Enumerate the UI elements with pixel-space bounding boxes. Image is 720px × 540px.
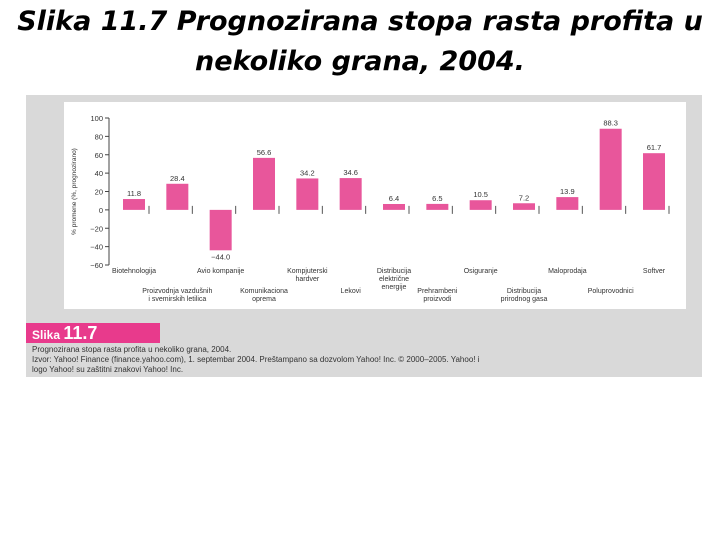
bar	[600, 129, 622, 210]
bar	[210, 210, 232, 250]
slide-title-line2: nekoliko grana, 2004.	[195, 46, 525, 77]
data-label: −44.0	[211, 252, 231, 262]
data-label: 7.2	[518, 193, 530, 203]
data-label: 34.6	[343, 168, 358, 178]
y-tick-label: −40	[90, 242, 103, 252]
category-label: Osiguranje	[463, 268, 498, 275]
category-label: Distribucija	[376, 268, 412, 275]
bar	[166, 184, 188, 210]
data-label: 34.2	[300, 168, 315, 178]
category-label: Kompjuterski	[287, 268, 328, 275]
y-axis-label: % promene (%, prognozirano)	[71, 148, 78, 235]
y-tick-label: 40	[94, 169, 103, 179]
category-label: električne	[379, 276, 409, 283]
data-label: 6.5	[432, 193, 443, 203]
data-label: 6.4	[388, 193, 400, 203]
plot-panel	[64, 102, 686, 309]
category-label: Komunikaciona	[240, 288, 288, 295]
bar	[643, 153, 665, 210]
bar	[470, 200, 492, 210]
category-label: Biotehnologija	[112, 268, 156, 275]
y-tick-label: 80	[94, 132, 103, 142]
bar	[296, 178, 318, 209]
data-label: 13.9	[560, 187, 575, 197]
caption-line-1: Prognozirana stopa rasta profita u nekoliko grana, 2004.	[32, 345, 232, 354]
bar-chart	[64, 102, 686, 309]
category-label: oprema	[252, 296, 276, 303]
slide-title	[0, 2, 720, 82]
figure-tag	[26, 323, 160, 343]
y-tick-label: −20	[90, 224, 103, 234]
bar	[383, 204, 405, 210]
y-tick-label: 100	[90, 114, 103, 123]
figure-tag-number: 11.7	[63, 323, 98, 343]
category-label: Distribucija	[506, 288, 542, 295]
y-tick-label: 20	[94, 187, 103, 197]
figure	[26, 95, 702, 377]
caption-line-2: Izvor: Yahoo! Finance (finance.yahoo.com), 1. septembar 2004. Preštampano sa dozvolom Yahoo! Inc. © 2000–2005. Yahoo! i	[32, 355, 480, 364]
bar	[556, 197, 578, 210]
category-label: energije	[381, 284, 407, 291]
figure-tag-word: Slika	[32, 328, 61, 342]
data-label: 10.5	[473, 190, 488, 200]
category-label: Maloprodaja	[548, 268, 587, 275]
data-label: 61.7	[646, 143, 662, 153]
y-tick-label: 0	[98, 205, 103, 215]
bar	[123, 199, 145, 210]
figure-caption	[32, 345, 652, 375]
bar	[513, 203, 535, 210]
data-label: 28.4	[170, 173, 185, 183]
bar	[426, 204, 448, 210]
slide-title-line1: Slika 11.7 Prognozirana stopa rasta profita u	[17, 6, 703, 37]
bar	[253, 158, 275, 210]
y-tick-label: −60	[90, 261, 103, 270]
caption-line-3: logo Yahoo! su zaštitni znakovi Yahoo! Inc.	[32, 365, 184, 374]
bar	[340, 178, 362, 210]
category-label: Avio kompanije	[196, 268, 245, 275]
category-label: Prehrambeni	[417, 288, 458, 295]
data-label: 56.6	[256, 147, 272, 157]
category-label: hardver	[295, 276, 320, 283]
category-label: Softver	[642, 268, 666, 275]
category-label: Proizvodnja vazdušnih	[142, 288, 213, 295]
category-label: prirodnog gasa	[500, 296, 548, 303]
data-label: 88.3	[603, 118, 618, 128]
category-label: Poluprovodnici	[587, 288, 634, 295]
y-tick-label: 60	[94, 150, 103, 160]
category-label: proizvodi	[423, 296, 452, 303]
category-label: Lekovi	[340, 288, 361, 295]
category-label: i svemirskih letilica	[148, 296, 207, 303]
data-label: 11.8	[126, 189, 142, 199]
